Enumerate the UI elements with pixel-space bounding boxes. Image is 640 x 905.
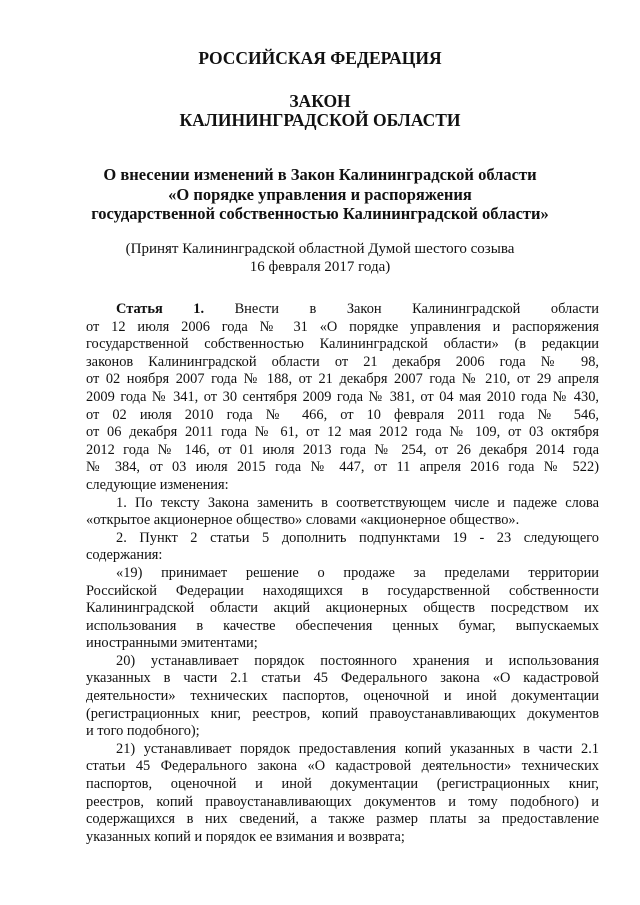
article-line: от 02 июля 2010 года № 466, от 10 февраля 2011 года № 546, <box>86 406 599 423</box>
law-subject-line: «О порядке управления и распоряжения <box>168 184 472 204</box>
article-first-line <box>86 301 599 319</box>
subitem-line: «19) принимает решение о продаже за пределами территории <box>116 564 599 581</box>
adoption-note-line: (Принят Калининградской областной Думой шестого созыва <box>125 241 515 257</box>
law-body <box>86 301 599 846</box>
subitem-line: и того подобного); <box>86 723 200 740</box>
item-line: «открытое акционерное общество» словами «акционерное общество». <box>86 512 520 529</box>
subitem-line: указанных копий и порядок ее взимания и возврата; <box>86 828 405 845</box>
subitem-line: 21) устанавливает порядок предоставления копий указанных в части 2.1 <box>116 740 599 757</box>
country-heading: РОССИЙСКАЯ ФЕДЕРАЦИЯ <box>198 48 442 68</box>
law-subject <box>0 165 640 224</box>
article-line: законов Калининградской области от 21 декабря 2006 года № 98, <box>86 353 599 370</box>
law-subject-line: О внесении изменений в Закон Калининградской области <box>103 165 537 184</box>
region-heading: КАЛИНИНГРАДСКОЙ ОБЛАСТИ <box>179 110 461 130</box>
article-line: от 02 ноября 2007 года № 188, от 21 декабря 2007 года № 210, от 29 апреля <box>86 371 599 388</box>
article-line: государственной собственностью Калининградской области» (в редакции <box>86 336 599 353</box>
item-line: 2. Пункт 2 статьи 5 дополнить подпунктами 19 - 23 следующего <box>116 529 599 546</box>
law-heading: ЗАКОН <box>289 91 351 111</box>
subitem-line: содержащихся в них сведений, а также размер платы за предоставление <box>86 811 599 828</box>
item-line: содержания: <box>86 547 163 564</box>
subitem-line: деятельности» технических паспортов, оценочной и иной документации <box>86 688 599 705</box>
article-line: от 06 декабря 2011 года № 61, от 12 мая 2012 года № 109, от 03 октября <box>86 424 599 441</box>
subitem-line: иностранными эмитентами; <box>86 635 258 652</box>
adoption-note-line: 16 февраля 2017 года) <box>249 259 391 275</box>
article-line: 2012 года № 146, от 01 июля 2013 года № 254, от 26 декабря 2014 года <box>86 441 599 458</box>
article-line: от 12 июля 2006 года № 31 «О порядке управления и распоряжения <box>86 318 599 335</box>
subitem-line: реестров, копий правоустанавливающих документов и тому подобного) и <box>86 793 599 810</box>
subitem-line: использования в качестве обеспечения ценных бумаг, выпускаемых <box>86 617 599 634</box>
subitem-line: статьи 45 Федерального закона «О кадастровой деятельности» технических <box>86 758 599 775</box>
adoption-note <box>0 240 640 276</box>
subitem-line: Калининградской области акций акционерных обществ посредством их <box>86 600 599 617</box>
law-subject-line: государственной собственностью Калининградской области» <box>91 204 549 223</box>
article-line: № 384, от 03 июля 2015 года № 447, от 11 апреля 2016 года № 522) <box>86 459 599 476</box>
subitem-line: указанных в части 2.1 статьи 45 Федерального закона «О кадастровой <box>86 670 599 687</box>
subitem-line: паспортов, оценочной и иной документации (регистрационных книг, <box>86 776 599 793</box>
article-label: Статья 1. <box>116 301 205 317</box>
subitem-line: Российской Федерации находящихся в государственной собственности <box>86 582 599 599</box>
subitem-line: 20) устанавливает порядок постоянного хранения и использования <box>116 652 599 669</box>
article-line: 2009 года № 341, от 30 сентября 2009 года № 381, от 04 мая 2010 года № 430, <box>86 388 599 405</box>
article-text: Внести в Закон Калининградской области <box>234 301 599 317</box>
article-line: следующие изменения: <box>86 476 229 493</box>
subitem-line: (регистрационных книг, реестров, копий правоустанавливающих документов <box>86 705 599 722</box>
item-line: 1. По тексту Закона заменить в соответствующем числе и падеже слова <box>116 494 599 511</box>
